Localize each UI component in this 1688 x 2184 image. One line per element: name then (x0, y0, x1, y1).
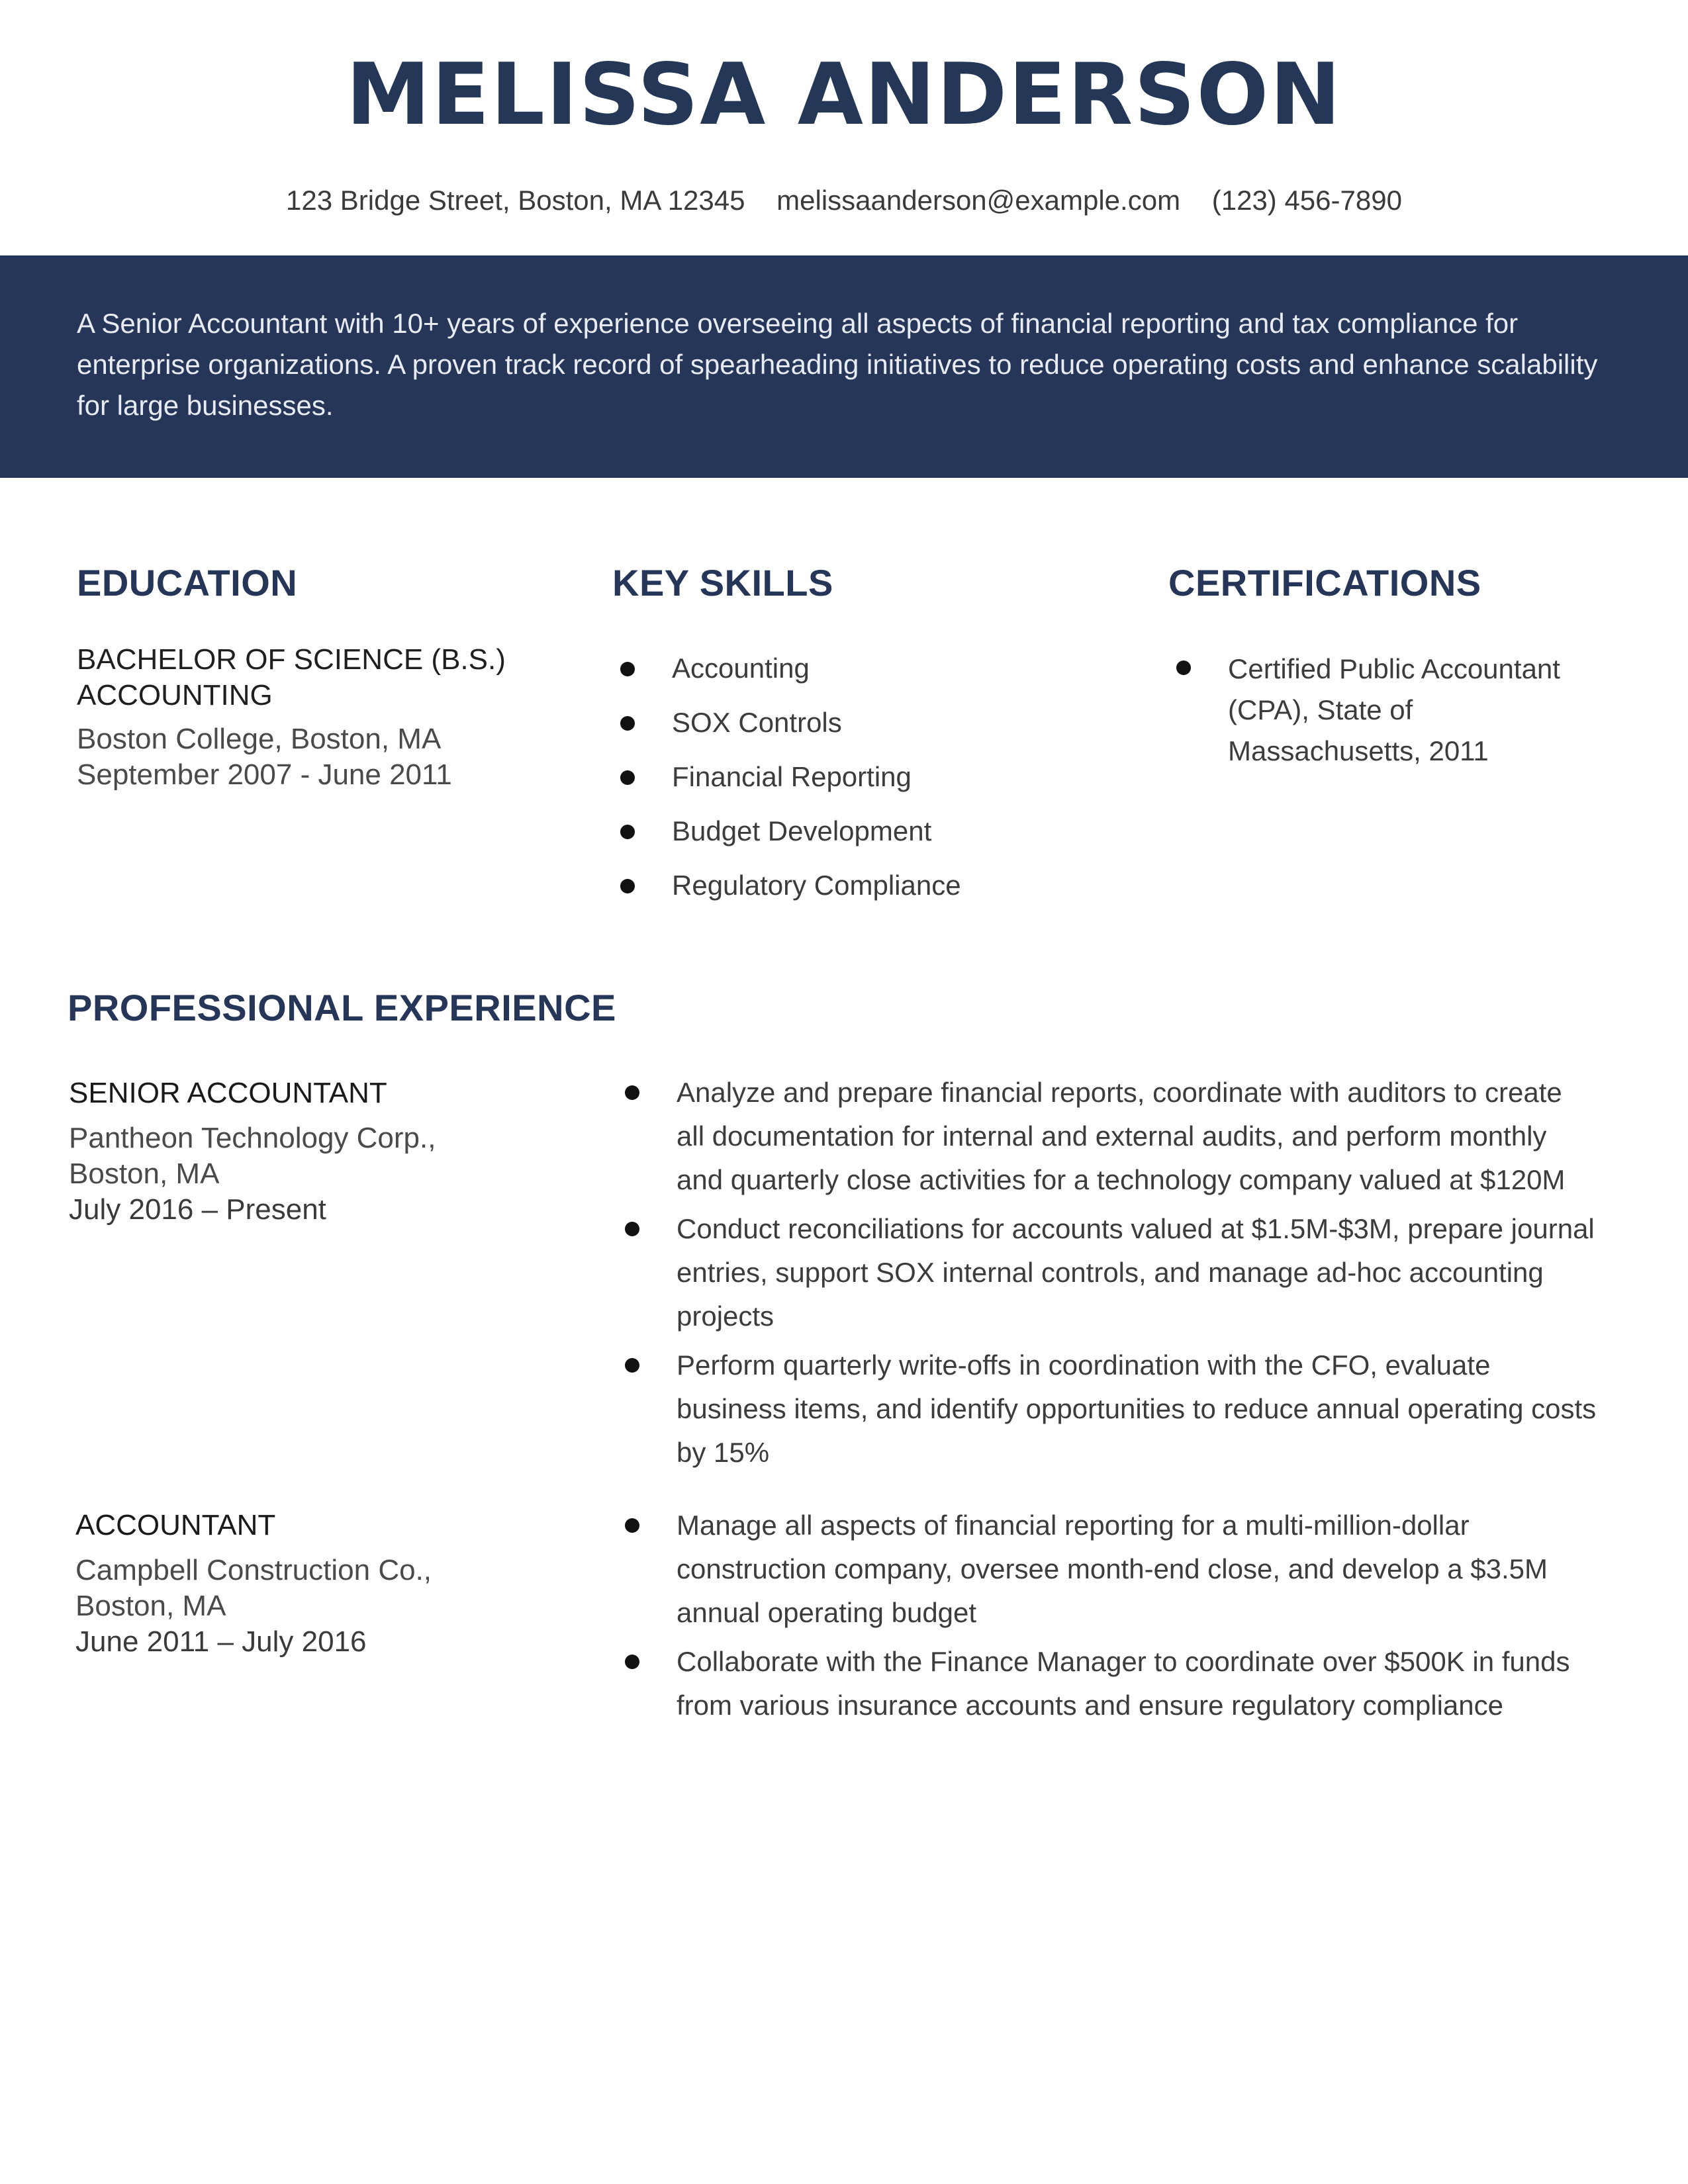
job-dates: July 2016 – Present (69, 1193, 326, 1226)
skill-label: SOX Controls (672, 707, 842, 738)
contact-address: 123 Bridge Street, Boston, MA 12345 (286, 185, 745, 216)
skills-list (612, 649, 1076, 920)
skill-item (612, 811, 1076, 851)
contact-line (0, 185, 1688, 216)
job-bullet-text: Perform quarterly write-offs in coordination with the CFO, evaluate business items, and identify opportunities to reduce annual operating costs by 15% (677, 1349, 1597, 1468)
skill-label: Accounting (672, 653, 810, 684)
bullet-icon (620, 879, 635, 893)
skill-item (612, 649, 1076, 688)
contact-phone: (123) 456-7890 (1211, 185, 1402, 216)
bullet-icon (625, 1655, 639, 1669)
skill-label: Regulatory Compliance (672, 870, 961, 901)
skills-heading: KEY SKILLS (612, 562, 833, 604)
job-2-info (75, 1508, 486, 1660)
candidate-name: MELISSA ANDERSON (346, 46, 1342, 144)
job-bullet (617, 1640, 1597, 1727)
skill-item (612, 757, 1076, 797)
education-details (77, 721, 553, 793)
certifications-list (1168, 649, 1605, 772)
bullet-icon (625, 1518, 639, 1533)
job-company: Pantheon Technology Corp., Boston, MA (69, 1122, 436, 1190)
job-dates: June 2011 – July 2016 (75, 1625, 367, 1658)
bullet-icon (620, 662, 635, 676)
bullet-icon (625, 1085, 639, 1100)
professional-summary: A Senior Accountant with 10+ years of experience overseeing all aspects of financial reporting and tax compliance for enterprise organizations. A proven track record of spearheading initiatives to reduce operating costs and enhance scalability for large businesses. (77, 308, 1598, 421)
bullet-icon (625, 1358, 639, 1373)
certifications-heading: CERTIFICATIONS (1168, 562, 1481, 604)
job-bullet (617, 1504, 1597, 1635)
job-bullet-text: Conduct reconciliations for accounts valued at $1.5M-$3M, prepare journal entries, support SOX internal controls, and manage ad-hoc accounting projects (677, 1213, 1595, 1332)
contact-email[interactable]: melissaanderson@example.com (776, 185, 1181, 216)
bullet-icon (620, 716, 635, 731)
certification-label: Certified Public Accountant (CPA), State of Massachusetts, 2011 (1228, 653, 1560, 766)
job-1-bullets (617, 1071, 1597, 1480)
job-bullet-text: Manage all aspects of financial reporting for a multi-million-dollar construction company, oversee month-end close, and develop a $3.5M annual operating budget (677, 1510, 1548, 1628)
education-heading: EDUCATION (77, 562, 298, 604)
skill-item (612, 866, 1076, 905)
education-degree: BACHELOR OF SCIENCE (B.S.) ACCOUNTING (77, 643, 506, 711)
bullet-icon (620, 770, 635, 785)
job-bullet (617, 1071, 1597, 1202)
job-bullet-text: Analyze and prepare financial reports, coordinate with auditors to create all documentation for internal and external audits, and perform monthly and quarterly close activities for a technology company valued at $120M (677, 1077, 1566, 1195)
job-title: SENIOR ACCOUNTANT (69, 1077, 387, 1109)
experience-heading: PROFESSIONAL EXPERIENCE (68, 987, 616, 1028)
bullet-icon (625, 1222, 639, 1236)
certification-item (1168, 649, 1605, 772)
bullet-icon (1176, 660, 1191, 675)
job-1-info (69, 1075, 479, 1228)
skill-label: Financial Reporting (672, 761, 912, 792)
job-bullet (617, 1207, 1597, 1338)
education-school: Boston College, Boston, MA (77, 723, 442, 755)
job-bullet (617, 1343, 1597, 1475)
bullet-icon (620, 825, 635, 839)
job-bullet-text: Collaborate with the Finance Manager to coordinate over $500K in funds from various insurance accounts and ensure regulatory compliance (677, 1646, 1570, 1721)
skill-item (612, 703, 1076, 743)
job-company: Campbell Construction Co., Boston, MA (75, 1554, 432, 1622)
skill-label: Budget Development (672, 815, 932, 846)
education-dates: September 2007 - June 2011 (77, 758, 452, 791)
job-2-bullets (617, 1504, 1597, 1733)
job-title: ACCOUNTANT (75, 1509, 276, 1541)
